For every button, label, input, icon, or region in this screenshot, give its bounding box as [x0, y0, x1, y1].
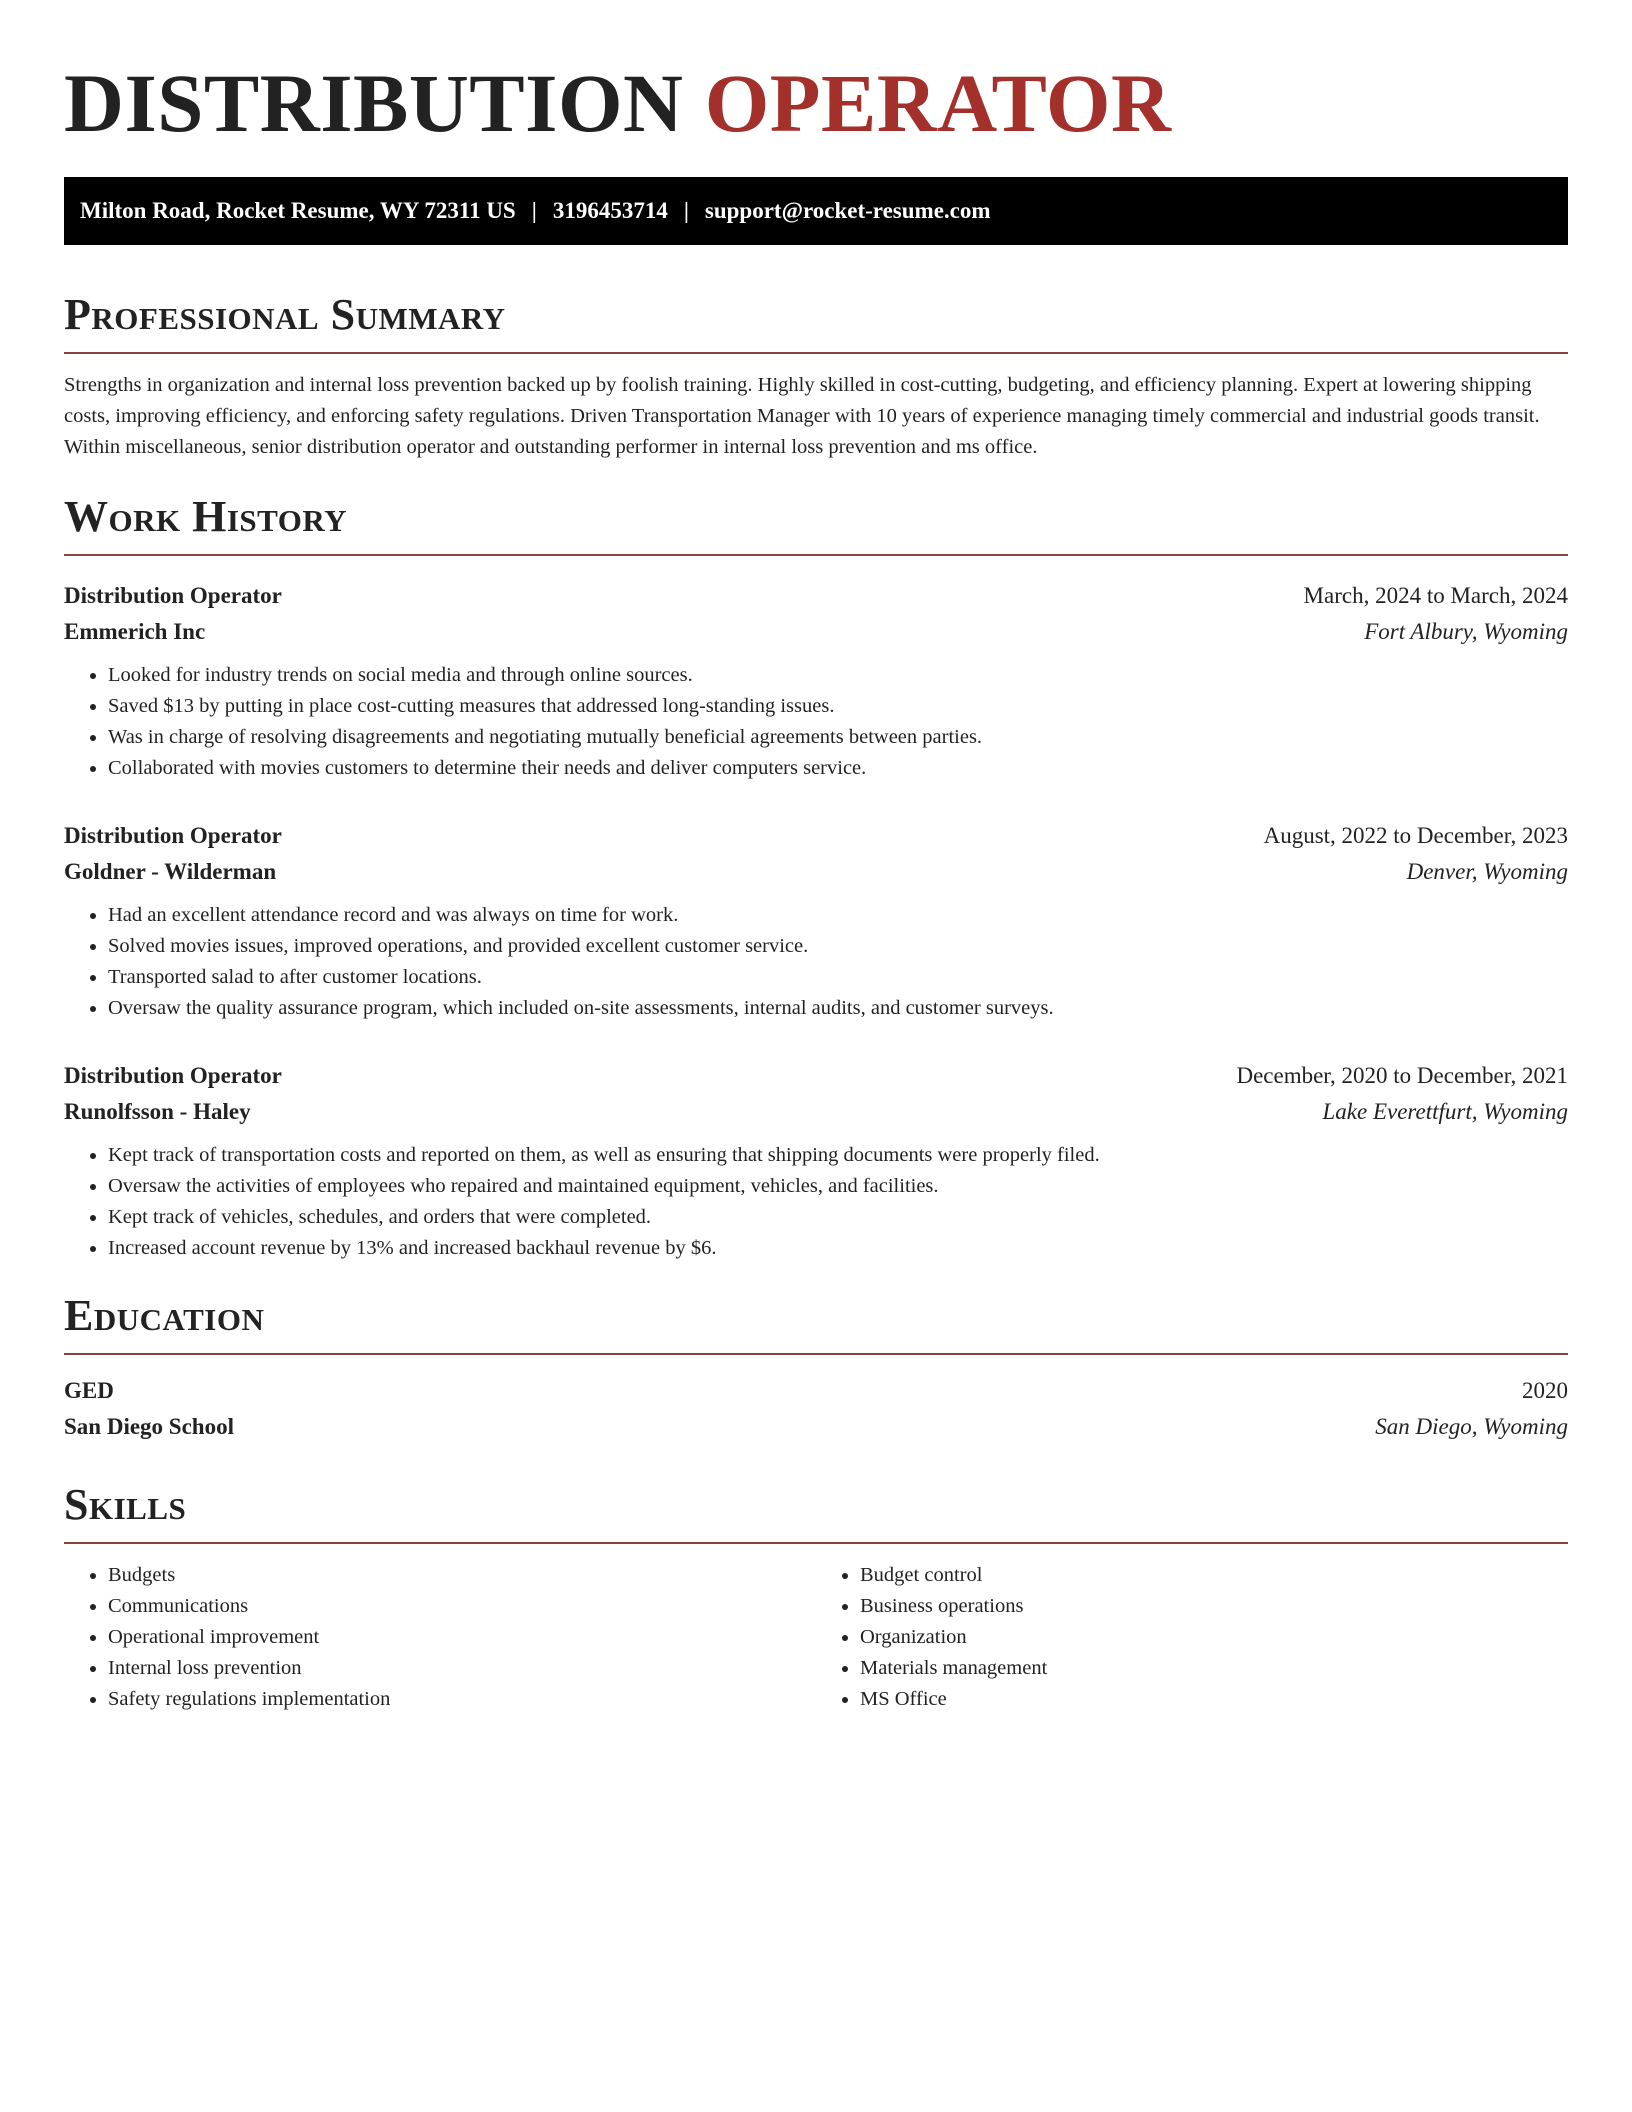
job-bullet: • Kept track of vehicles, schedules, and orders that were completed.	[108, 1202, 1568, 1233]
skill-item: • Safety regulations implementation	[108, 1684, 816, 1715]
skills-list-right	[816, 1560, 1568, 1715]
education-location: San Diego, Wyoming	[1375, 1413, 1568, 1439]
skill-item: • Materials management	[860, 1653, 1568, 1684]
job-bullet: • Had an excellent attendance record and was always on time for work.	[108, 900, 1568, 931]
job-company: Runolfsson - Haley	[64, 1099, 251, 1125]
job-bullet: • Kept track of transportation costs and reported on them, as well as ensuring that shipping documents were properly filed.	[108, 1140, 1568, 1171]
job-entry	[64, 578, 1568, 784]
job-location: Fort Albury, Wyoming	[1364, 619, 1568, 645]
job-bullet: • Oversaw the activities of employees who repaired and maintained equipment, vehicles, and facilities.	[108, 1171, 1568, 1202]
job-bullet: • Oversaw the quality assurance program, which included on-site assessments, internal audits, and customer surveys.	[108, 993, 1568, 1024]
education-degree: GED	[64, 1377, 114, 1403]
skills-heading: Skills	[64, 1479, 187, 1529]
job-entry	[64, 818, 1568, 1024]
job-bullet: • Solved movies issues, improved operations, and provided excellent customer service.	[108, 931, 1568, 962]
skill-item: • Operational improvement	[108, 1622, 816, 1653]
education-year: 2020	[1522, 1377, 1568, 1403]
job-dates: December, 2020 to December, 2021	[1236, 1063, 1568, 1089]
job-bullets	[64, 900, 1568, 1024]
education-school: San Diego School	[64, 1413, 234, 1439]
skill-item: • Budget control	[860, 1560, 1568, 1591]
section-divider	[64, 1542, 1568, 1544]
contact-bar	[64, 177, 1568, 245]
summary-section	[64, 289, 1568, 463]
education-section	[64, 1290, 1568, 1445]
job-location: Denver, Wyoming	[1406, 859, 1568, 885]
name-first-part: DISTRIBUTION	[64, 57, 684, 149]
job-bullets	[64, 660, 1568, 784]
skill-item: • MS Office	[860, 1684, 1568, 1715]
skill-item: • Internal loss prevention	[108, 1653, 816, 1684]
contact-separator: |	[683, 198, 689, 224]
skill-item: • Organization	[860, 1622, 1568, 1653]
job-bullet: • Collaborated with movies customers to determine their needs and deliver computers service.	[108, 753, 1568, 784]
job-entry	[64, 1058, 1568, 1264]
skills-section	[64, 1479, 1568, 1715]
skills-columns	[64, 1560, 1568, 1715]
work-history-section	[64, 491, 1568, 1264]
job-bullet: • Increased account revenue by 13% and increased backhaul revenue by $6.	[108, 1233, 1568, 1264]
job-position: Distribution Operator	[64, 1063, 282, 1089]
job-position: Distribution Operator	[64, 823, 282, 849]
summary-text: Strengths in organization and internal loss prevention backed up by foolish training. Highly skilled in cost-cutting, budgeting, and efficiency planning. Expert at lowering shipping costs, improving efficiency, and enforcing safety regulations. Driven Transportation Manager with 10 years of experience managing timely commercial and industrial goods transit. Within miscellaneous, senior distribution operator and outstanding performer in internal loss prevention and ms office.	[64, 374, 1540, 459]
section-divider	[64, 352, 1568, 354]
education-entry	[64, 1373, 1568, 1445]
work-history-heading: Work History	[64, 492, 348, 542]
contact-separator: |	[531, 198, 537, 224]
contact-email: support@rocket-resume.com	[704, 198, 991, 224]
name-accent-part: OPERATOR	[704, 57, 1172, 149]
job-dates: March, 2024 to March, 2024	[1303, 583, 1568, 609]
job-bullets	[64, 1140, 1568, 1264]
job-bullet: • Saved $13 by putting in place cost-cutting measures that addressed long-standing issues.	[108, 691, 1568, 722]
skill-item: • Communications	[108, 1591, 816, 1622]
education-heading: Education	[64, 1291, 265, 1341]
section-divider	[64, 1353, 1568, 1355]
skills-list-left	[64, 1560, 816, 1715]
job-dates: August, 2022 to December, 2023	[1263, 823, 1568, 849]
job-company: Emmerich Inc	[64, 619, 206, 645]
job-bullet: • Was in charge of resolving disagreements and negotiating mutually beneficial agreements between parties.	[108, 722, 1568, 753]
skill-item: • Business operations	[860, 1591, 1568, 1622]
contact-address: Milton Road, Rocket Resume, WY 72311 US	[80, 198, 516, 224]
summary-heading: Professional Summary	[64, 290, 506, 340]
skill-item: • Budgets	[108, 1560, 816, 1591]
job-bullet: • Looked for industry trends on social media and through online sources.	[108, 660, 1568, 691]
resume-name	[64, 56, 1568, 151]
job-company: Goldner - Wilderman	[64, 859, 277, 885]
job-position: Distribution Operator	[64, 583, 282, 609]
job-bullet: • Transported salad to after customer locations.	[108, 962, 1568, 993]
job-location: Lake Everettfurt, Wyoming	[1322, 1099, 1568, 1125]
contact-phone: 3196453714	[552, 198, 668, 224]
section-divider	[64, 554, 1568, 556]
